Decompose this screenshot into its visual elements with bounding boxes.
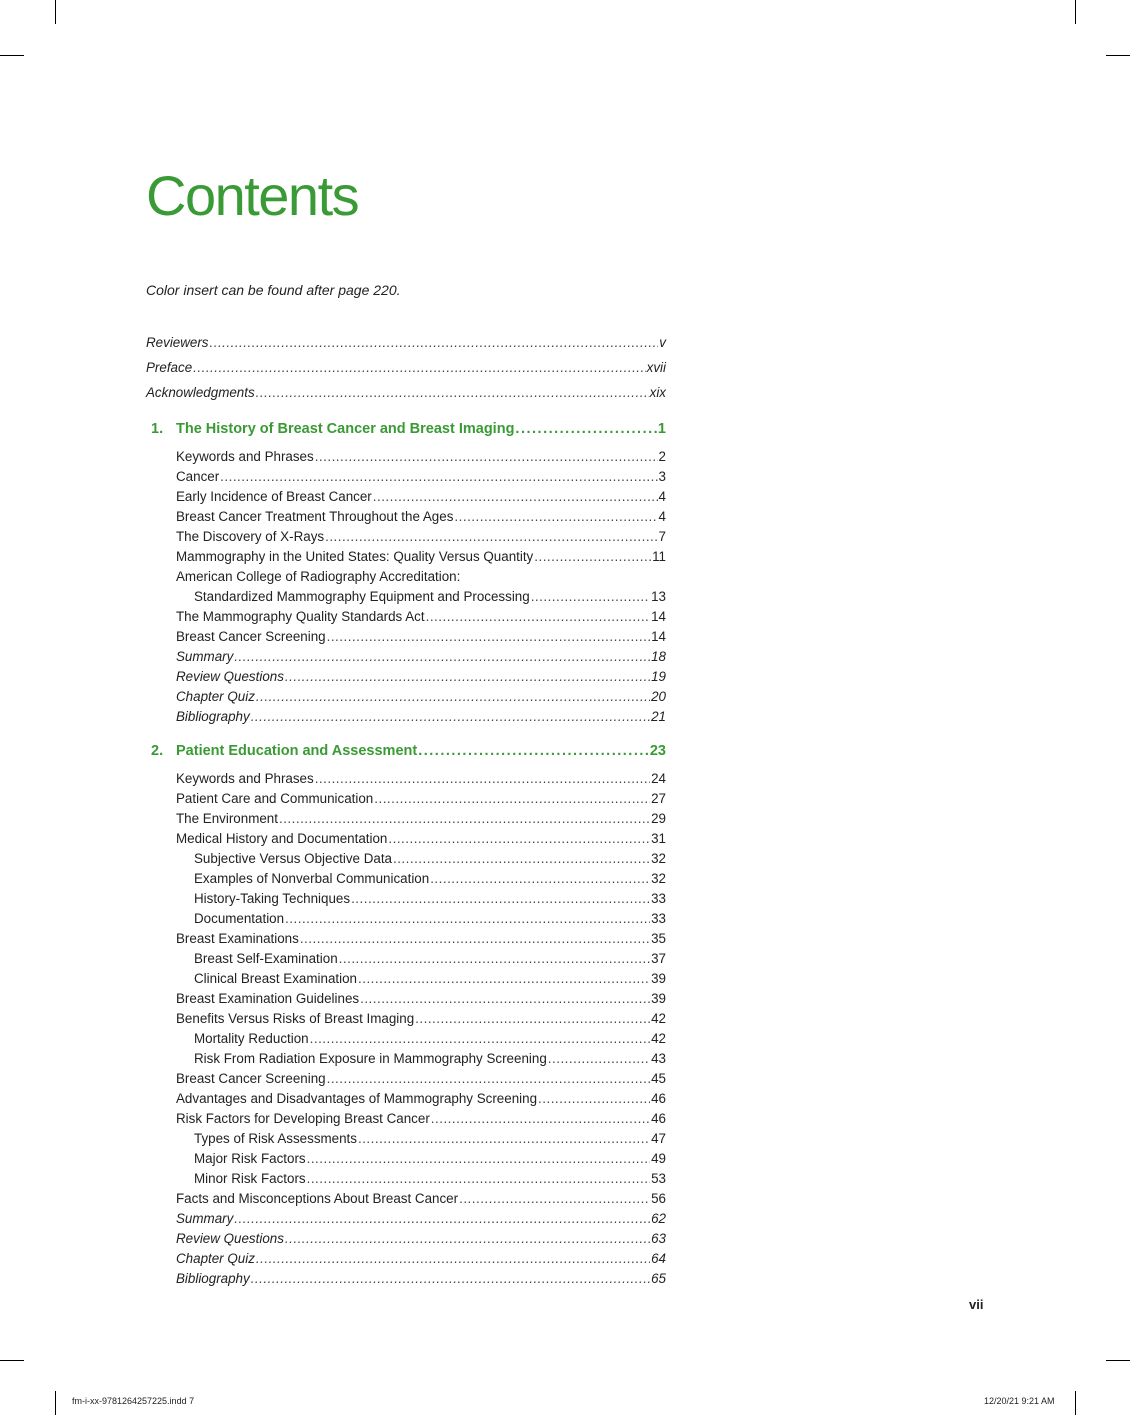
entry-label: Summary bbox=[176, 1211, 234, 1226]
entry-label: Facts and Misconceptions About Breast Cancer bbox=[176, 1191, 459, 1206]
toc-entry[interactable] bbox=[146, 507, 666, 527]
chapter-number: 1. bbox=[151, 421, 164, 437]
entry-label: Advantages and Disadvantages of Mammography Screening bbox=[176, 1091, 538, 1106]
entry-label: Acknowledgments bbox=[146, 385, 255, 400]
toc-entry[interactable] bbox=[146, 789, 666, 809]
entry-label: Review Questions bbox=[176, 1231, 284, 1246]
dot-leader bbox=[351, 889, 650, 909]
entry-page-number: 4 bbox=[658, 509, 666, 524]
entry-page-number: 4 bbox=[658, 489, 666, 504]
toc-entry[interactable] bbox=[146, 1109, 666, 1129]
dot-leader bbox=[251, 707, 650, 727]
color-insert-note: Color insert can be found after page 220. bbox=[146, 282, 401, 298]
dot-leader bbox=[210, 330, 659, 355]
entry-page-number: 1 bbox=[657, 421, 666, 437]
entry-label: Breast Examination Guidelines bbox=[176, 991, 360, 1006]
toc-entry[interactable] bbox=[146, 1189, 666, 1209]
front-matter-entry[interactable] bbox=[146, 330, 666, 355]
entry-page-number: 45 bbox=[651, 1071, 666, 1086]
entry-page-number: 23 bbox=[649, 743, 666, 759]
dot-leader bbox=[256, 380, 649, 405]
dot-leader bbox=[307, 1149, 650, 1169]
entry-page-number: 14 bbox=[651, 609, 666, 624]
entry-page-number: 39 bbox=[651, 991, 666, 1006]
entry-page-number: 43 bbox=[651, 1051, 666, 1066]
toc-subentry[interactable] bbox=[146, 909, 666, 929]
dot-leader bbox=[459, 1189, 650, 1209]
entry-page-number: 35 bbox=[651, 931, 666, 946]
toc-entry[interactable] bbox=[146, 527, 666, 547]
entry-page-number: 53 bbox=[651, 1171, 666, 1186]
entry-page-number: 65 bbox=[651, 1271, 666, 1286]
toc-entry[interactable] bbox=[146, 687, 666, 707]
entry-label: Medical History and Documentation bbox=[176, 831, 388, 846]
entry-label: Preface bbox=[146, 360, 193, 375]
toc-entry[interactable] bbox=[146, 607, 666, 627]
entry-page-number: 21 bbox=[651, 709, 666, 724]
crop-mark bbox=[55, 1391, 56, 1415]
entry-label: The Environment bbox=[176, 811, 278, 826]
dot-leader bbox=[279, 809, 650, 829]
entry-page-number: 14 bbox=[651, 629, 666, 644]
toc-entry[interactable] bbox=[146, 707, 666, 727]
entry-page-number: 3 bbox=[658, 469, 666, 484]
crop-mark bbox=[55, 0, 56, 24]
entry-page-number: 18 bbox=[651, 649, 666, 664]
toc-entry[interactable] bbox=[146, 647, 666, 667]
toc-subentry[interactable] bbox=[146, 1129, 666, 1149]
dot-leader bbox=[418, 737, 649, 765]
dot-leader bbox=[426, 607, 651, 627]
entry-label: Review Questions bbox=[176, 669, 284, 684]
toc-entry[interactable] bbox=[146, 1009, 666, 1029]
dot-leader bbox=[307, 1169, 650, 1189]
dot-leader bbox=[234, 647, 650, 667]
dot-leader bbox=[373, 487, 658, 507]
entry-label: Breast Examinations bbox=[176, 931, 299, 946]
entry-page-number: 63 bbox=[651, 1231, 666, 1246]
entry-page-number: 7 bbox=[658, 529, 666, 544]
entry-page-number: 11 bbox=[652, 549, 666, 564]
entry-label: The Discovery of X-Rays bbox=[176, 529, 325, 544]
toc-subentry[interactable] bbox=[146, 1149, 666, 1169]
table-of-contents bbox=[146, 330, 666, 1289]
toc-entry[interactable] bbox=[146, 1269, 666, 1289]
dot-leader bbox=[315, 769, 650, 789]
toc-entry[interactable] bbox=[146, 1089, 666, 1109]
chapter-number: 2. bbox=[151, 743, 164, 759]
toc-entry[interactable] bbox=[146, 929, 666, 949]
dot-leader bbox=[220, 467, 657, 487]
dot-leader bbox=[256, 687, 650, 707]
dot-leader bbox=[548, 1049, 650, 1069]
entry-page-number: 62 bbox=[651, 1211, 666, 1226]
entry-label: Breast Self-Examination bbox=[194, 951, 338, 966]
dot-leader bbox=[285, 1229, 650, 1249]
entry-label: Mammography in the United States: Quality Versus Quantity bbox=[176, 549, 534, 564]
dot-leader bbox=[515, 415, 657, 443]
entry-label: Keywords and Phrases bbox=[176, 449, 314, 464]
entry-label: Standardized Mammography Equipment and Processing bbox=[194, 589, 530, 604]
dot-leader bbox=[415, 1009, 650, 1029]
toc-entry[interactable] bbox=[146, 769, 666, 789]
entry-label: Chapter Quiz bbox=[176, 689, 255, 704]
entry-label: Types of Risk Assessments bbox=[194, 1131, 357, 1146]
front-matter-entry[interactable] bbox=[146, 355, 666, 380]
entry-label: Keywords and Phrases bbox=[176, 771, 314, 786]
entry-page-number: 39 bbox=[651, 971, 666, 986]
crop-mark bbox=[0, 55, 24, 56]
toc-subentry[interactable] bbox=[146, 1169, 666, 1189]
entry-page-number: 2 bbox=[658, 449, 666, 464]
entry-label: Minor Risk Factors bbox=[194, 1171, 306, 1186]
entry-label: Subjective Versus Objective Data bbox=[194, 851, 392, 866]
toc-entry[interactable] bbox=[146, 627, 666, 647]
entry-page-number: 19 bbox=[651, 669, 666, 684]
entry-page-number: 47 bbox=[651, 1131, 666, 1146]
toc-subentry[interactable] bbox=[146, 949, 666, 969]
dot-leader bbox=[360, 989, 650, 1009]
entry-label: The Mammography Quality Standards Act bbox=[176, 609, 425, 624]
toc-entry[interactable] bbox=[146, 467, 666, 487]
entry-label: Risk Factors for Developing Breast Cancer bbox=[176, 1111, 430, 1126]
entry-label: Early Incidence of Breast Cancer bbox=[176, 489, 372, 504]
dot-leader bbox=[358, 969, 650, 989]
entry-label: Bibliography bbox=[176, 709, 250, 724]
dot-leader bbox=[534, 547, 651, 567]
entry-page-number: 13 bbox=[651, 589, 666, 604]
entry-label: The History of Breast Cancer and Breast Imaging bbox=[176, 421, 515, 437]
toc-subentry[interactable] bbox=[146, 869, 666, 889]
page-title: Contents bbox=[146, 164, 359, 227]
dot-leader bbox=[388, 829, 650, 849]
slug-file-name: fm-i-xx-9781264257225.indd 7 bbox=[72, 1396, 195, 1406]
dot-leader bbox=[531, 587, 650, 607]
dot-leader bbox=[325, 527, 657, 547]
toc-entry[interactable] bbox=[146, 1069, 666, 1089]
dot-leader bbox=[339, 949, 650, 969]
entry-page-number: 49 bbox=[651, 1151, 666, 1166]
toc-entry[interactable] bbox=[146, 1209, 666, 1229]
entry-page-number: 32 bbox=[651, 851, 666, 866]
chapter-heading[interactable] bbox=[146, 737, 666, 765]
dot-leader bbox=[393, 849, 650, 869]
entry-page-number: 27 bbox=[651, 791, 666, 806]
dot-leader bbox=[251, 1269, 650, 1289]
toc-entry[interactable] bbox=[146, 1249, 666, 1269]
toc-subentry[interactable] bbox=[146, 889, 666, 909]
dot-leader bbox=[256, 1249, 650, 1269]
entry-label: Breast Cancer Screening bbox=[176, 1071, 326, 1086]
toc-entry[interactable] bbox=[146, 1229, 666, 1249]
entry-label: Summary bbox=[176, 649, 234, 664]
toc-subentry[interactable] bbox=[146, 1029, 666, 1049]
entry-page-number: xix bbox=[649, 385, 666, 400]
crop-mark bbox=[1075, 0, 1076, 24]
entry-label: Risk From Radiation Exposure in Mammography Screening bbox=[194, 1051, 547, 1066]
dot-leader bbox=[315, 447, 658, 467]
toc-subentry[interactable] bbox=[146, 849, 666, 869]
entry-page-number: 46 bbox=[651, 1111, 666, 1126]
toc-entry[interactable] bbox=[146, 829, 666, 849]
entry-page-number: 32 bbox=[651, 871, 666, 886]
toc-entry[interactable] bbox=[146, 667, 666, 687]
front-matter-entry[interactable] bbox=[146, 380, 666, 405]
entry-label: History-Taking Techniques bbox=[194, 891, 351, 906]
entry-page-number: 37 bbox=[651, 951, 666, 966]
entry-page-number: 33 bbox=[651, 891, 666, 906]
crop-mark bbox=[1106, 1360, 1130, 1361]
dot-leader bbox=[374, 789, 650, 809]
entry-label: Chapter Quiz bbox=[176, 1251, 255, 1266]
slug-timestamp: 12/20/21 9:21 AM bbox=[984, 1396, 1055, 1406]
toc-entry[interactable] bbox=[146, 989, 666, 1009]
entry-label: Major Risk Factors bbox=[194, 1151, 306, 1166]
toc-entry[interactable] bbox=[146, 587, 666, 607]
dot-leader bbox=[327, 1069, 650, 1089]
dot-leader bbox=[193, 355, 646, 380]
entry-label: Patient Education and Assessment bbox=[176, 743, 418, 759]
toc-entry[interactable] bbox=[146, 447, 666, 467]
dot-leader bbox=[358, 1129, 650, 1149]
entry-label: Examples of Nonverbal Communication bbox=[194, 871, 430, 886]
entry-page-number: 56 bbox=[651, 1191, 666, 1206]
dot-leader bbox=[327, 627, 650, 647]
entry-label: Reviewers bbox=[146, 335, 209, 350]
dot-leader bbox=[300, 929, 650, 949]
page-number: vii bbox=[969, 1297, 984, 1312]
entry-label: Bibliography bbox=[176, 1271, 250, 1286]
crop-mark bbox=[1106, 55, 1130, 56]
entry-label: Cancer bbox=[176, 469, 220, 484]
entry-page-number: 29 bbox=[651, 811, 666, 826]
dot-leader bbox=[454, 507, 657, 527]
toc-subentry[interactable] bbox=[146, 1049, 666, 1069]
dot-leader bbox=[285, 667, 650, 687]
dot-leader bbox=[430, 869, 650, 889]
entry-label: Benefits Versus Risks of Breast Imaging bbox=[176, 1011, 415, 1026]
entry-page-number: 42 bbox=[651, 1011, 666, 1026]
entry-page-number: 20 bbox=[651, 689, 666, 704]
entry-page-number: 33 bbox=[651, 911, 666, 926]
chapter-heading[interactable] bbox=[146, 415, 666, 443]
toc-entry-line: American College of Radiography Accreditation: bbox=[176, 569, 461, 584]
dot-leader bbox=[538, 1089, 650, 1109]
entry-label: Mortality Reduction bbox=[194, 1031, 309, 1046]
dot-leader bbox=[310, 1029, 650, 1049]
entry-label: Breast Cancer Treatment Throughout the Ages bbox=[176, 509, 454, 524]
entry-page-number: 64 bbox=[651, 1251, 666, 1266]
entry-label: Patient Care and Communication bbox=[176, 791, 374, 806]
crop-mark bbox=[1075, 1391, 1076, 1415]
toc-entry[interactable] bbox=[146, 487, 666, 507]
entry-label: Clinical Breast Examination bbox=[194, 971, 357, 986]
entry-page-number: 31 bbox=[651, 831, 666, 846]
toc-entry[interactable] bbox=[146, 547, 666, 567]
entry-label: Breast Cancer Screening bbox=[176, 629, 326, 644]
entry-page-number: 42 bbox=[651, 1031, 666, 1046]
entry-page-number: xvii bbox=[646, 360, 666, 375]
toc-entry[interactable] bbox=[146, 809, 666, 829]
entry-page-number: v bbox=[659, 335, 666, 350]
toc-subentry[interactable] bbox=[146, 969, 666, 989]
dot-leader bbox=[431, 1109, 650, 1129]
dot-leader bbox=[285, 909, 650, 929]
entry-label: Documentation bbox=[194, 911, 285, 926]
dot-leader bbox=[234, 1209, 650, 1229]
entry-page-number: 24 bbox=[651, 771, 666, 786]
entry-page-number: 46 bbox=[651, 1091, 666, 1106]
crop-mark bbox=[0, 1360, 24, 1361]
